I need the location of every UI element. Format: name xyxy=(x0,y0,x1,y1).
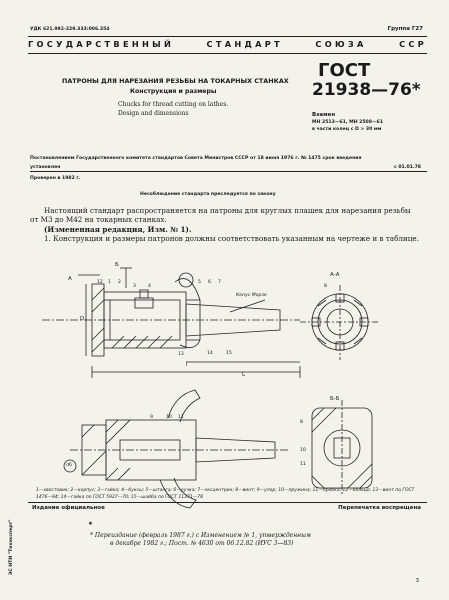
part-number: 8 xyxy=(300,420,303,425)
part-number: 3 xyxy=(133,284,136,289)
drawing-label-b: Б xyxy=(115,262,119,268)
reprint-prohibited: Перепечатка воспрещена xyxy=(338,505,421,511)
morse-taper-label: Конус Морзе xyxy=(236,293,267,298)
reprint-note-2: в декабре 1982 г.; Пост. № 4630 от 06.12.82 (ИУС 3—83) xyxy=(110,540,294,547)
paragraph-scope: Настоящий стандарт распространяется на патроны для круглых плашек для нарезания резьбы от М3 до М42 на токарных станках. xyxy=(30,206,411,225)
decree-established: установлен xyxy=(30,165,61,170)
part-number: 1 xyxy=(108,280,111,285)
part-number: 8 xyxy=(324,284,327,289)
official-edition: Издание официальное xyxy=(32,505,105,511)
part-number: 15 xyxy=(226,351,232,356)
gost-number: 21938—76* xyxy=(312,80,421,100)
section-aa-label: А-А xyxy=(330,272,340,278)
star-mark: ★ xyxy=(88,521,93,527)
page-number: 3 xyxy=(415,578,419,584)
decree-date: с 01.01.78 xyxy=(394,165,421,170)
paragraph-design: 1. Конструкция и размеры патронов должны соответствовать указанным на чертеже и в таблице. xyxy=(44,234,419,243)
part-number: 6 xyxy=(208,280,211,285)
circle-label: d6 xyxy=(66,463,72,468)
replaces-label: Взамен xyxy=(312,112,336,118)
part-number: 7 xyxy=(218,280,221,285)
side-watermark: ЭС НТИ "Техэксперт" xyxy=(9,519,14,575)
replaces-line2: в части колец с D > 30 мм xyxy=(312,127,382,132)
part-number: 2 xyxy=(118,280,121,285)
replaces-line1: МН 2513—61, МН 2508—61 xyxy=(312,120,383,125)
checked-year: Проверен в 1982 г. xyxy=(30,176,81,181)
drawing-label-a: А xyxy=(68,276,72,282)
standard-banner: ГОСУДАРСТВЕННЫЙ СТАНДАРТ СОЮЗА ССР xyxy=(28,39,427,49)
part-number: 14 xyxy=(207,351,213,356)
title-ru: ПАТРОНЫ ДЛЯ НАРЕЗАНИЯ РЕЗЬБЫ НА ТОКАРНЫХ СТАНКАХ xyxy=(62,77,289,85)
part-number: 11 xyxy=(300,462,306,467)
reprint-note-1: * Переиздание (февраль 1987 г.) с Изменением № 1, утвержденным xyxy=(90,532,311,539)
title-en: Chucks for thread cutting on lathes. xyxy=(118,101,229,108)
part-number: 9 xyxy=(150,415,153,420)
part-number: 10 xyxy=(300,448,306,453)
decree-line1: Постановлением Государственного комитета стандартов Совета Министров СССР от 18 июня 1976 г. № 1475 срок введения xyxy=(30,156,362,161)
subtitle-en: Design and dimensions xyxy=(118,110,189,117)
udk-code: УДК 621.992-229.333:006.354 xyxy=(30,27,110,32)
part-number: 12 xyxy=(97,280,103,285)
drawing-label-l: l xyxy=(186,362,188,368)
law-warning: Несоблюдение стандарта преследуется по закону xyxy=(140,192,276,197)
drawing-label-L: L xyxy=(242,372,246,378)
part-number: 13 xyxy=(178,352,184,357)
part-number: 4 xyxy=(148,284,151,289)
part-number: 11 xyxy=(178,415,184,420)
part-number: 10 xyxy=(166,415,172,420)
parts-legend: 1—хвостовик; 2—корпус; 3—гайка; 4—буксы; 5—штанга; 6—ручка; 7—эксцентрик; 8—винт; 9—упор; 10—пружина; 11—пробка; 12—кольцо; 13—винт по ГОСТ 1476—84; 14—гайка по ГОСТ 5927—70; 15—шайба по ГОСТ 11371—78 xyxy=(36,488,415,500)
subtitle-ru: Конструкция и размеры xyxy=(130,88,217,95)
divider xyxy=(28,502,427,503)
drawing-label-D: D xyxy=(80,316,85,322)
section-bb-label: Б-Б xyxy=(330,396,340,402)
group-code: Группа Г27 xyxy=(387,26,423,32)
paragraph-amendment: (Измененная редакция, Изм. № 1). xyxy=(44,225,192,234)
part-number: 5 xyxy=(198,280,201,285)
gost-label: ГОСТ xyxy=(318,60,371,81)
